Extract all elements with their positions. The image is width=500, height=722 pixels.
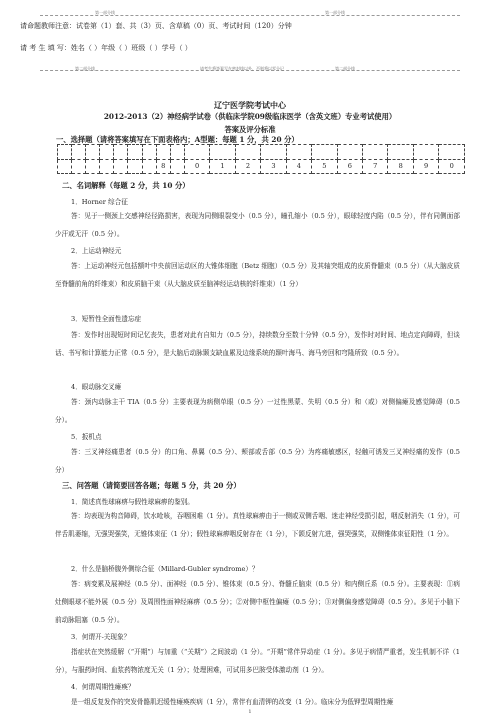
- section3-heading: 三、问答题（请简要回答各题；每题 5 分，共 20 分）: [62, 481, 241, 490]
- answer-cell: [413, 145, 438, 160]
- answer-cell: [261, 145, 286, 160]
- answer-cell: [114, 159, 128, 174]
- answer-cell: [86, 145, 100, 160]
- s3-answer-3: 指症状在突然缓解（“开期”）与加重（“关期”）之间波动（1 分）。“开期”常伴异动症（1 分）。多见于病情严重者，发生机制不详（1 分），与服药时间、血浆药物浓度无关（1 分）；处理困难，可试用多巴胺受体激动剂（1 分）。: [55, 648, 460, 674]
- answer-cell: [128, 159, 142, 174]
- answer-table-number-row: [58, 145, 465, 160]
- page-number: 1: [248, 709, 252, 715]
- s3-answer-4: 是一组反复发作的突发骨骼肌迟缓性瘫痪疾病（1 分），常伴有血清钾的改变（1 分）。临床分为低钾型周期性瘫: [71, 698, 394, 706]
- s3-question-2: 2．什么是脑桥腹外侧综合征（Millard-Gubler syndrome）？: [71, 565, 259, 573]
- section1-heading: 一、选择题（请将答案填写在下面表格内；A型题：每题 1 分，共 20 分）: [56, 135, 299, 144]
- answer-cell: [128, 145, 142, 160]
- answer-cell: [72, 145, 86, 160]
- answer-cell: 4: [286, 159, 311, 174]
- answer-cell: [142, 145, 156, 160]
- margin-label-right: 第一部分线: [325, 10, 345, 15]
- answer-cell: [100, 159, 114, 174]
- s2-question-3: 3．短暂性全面性遗忘症: [71, 315, 142, 323]
- doc-type-title: 答案及评分标准: [224, 125, 276, 134]
- answer-cell: [184, 145, 209, 160]
- s2-question-2: 2．上运动神经元: [71, 247, 122, 255]
- answer-cell: [337, 145, 362, 160]
- answer-cell: [235, 145, 260, 160]
- answer-cell: [439, 145, 465, 160]
- s2-question-5: 5．扳机点: [71, 433, 102, 441]
- answer-table: [57, 144, 465, 174]
- s3-answer-1: 答：均表现为构音障碍，饮水呛咳，吞咽困难（1 分）。真性球麻痹由于一侧或双侧舌咽、迷走神经受损引起，咽反射消失（1 分），可伴舌肌萎缩，无强哭强笑，无锥体束征（1 分）；假性球麻痹咽反射存在（1 分），下颌反射亢进，强哭强笑，双侧锥体束征阳性（1 分）。: [55, 512, 460, 538]
- answer-cell: 7: [363, 159, 388, 174]
- answer-cell: [100, 145, 114, 160]
- answer-cell: 0: [184, 159, 209, 174]
- s2-question-1: 1．Horner 综合征: [71, 198, 128, 206]
- s2-answer-4: 答：颈内动脉主干 TIA（0.5 分）主要表现为病侧单眼（0.5 分）一过性黑蒙、失明（0.5 分）和（或）对侧偏瘫及感觉障碍（0.5 分）。: [55, 398, 460, 424]
- answer-cell: [363, 145, 388, 160]
- answer-cell: 8: [156, 159, 170, 174]
- s2-answer-2: 答：上运动神经元包括额叶中央前回运动区的大锥体细胞（Betz 细胞）（0.5 分）及其轴突组成的皮质脊髓束（0.5 分）（从大脑皮质至脊髓前角的纤维束）和皮质脑干束（从大脑皮质至脑神经运动核的纤维束）（1 分）: [55, 262, 460, 288]
- answer-cell: 5: [312, 159, 337, 174]
- s3-answer-2: 答：病变累及展神经（0.5 分）、面神经（0.5 分）、锥体束（0.5 分）、脊髓丘脑束（0.5 分）和内侧丘系（0.5 分）。主要表现：①病灶侧眼球不能外展（0.5 分）及周围性面神经麻痹（0.5 分）；②对侧中枢性偏瘫（0.5 分）；③对侧偏身感觉障碍（0.5 分）。多见于小脑下前动脉阻塞（0.5 分）。: [55, 580, 460, 624]
- s3-question-1: 1．简述真性球麻痹与假性球麻痹的鉴别。: [71, 498, 194, 506]
- answer-cell: 1: [210, 159, 235, 174]
- answer-cell: [142, 159, 156, 174]
- answer-cell: [156, 145, 170, 160]
- answer-cell: [72, 159, 86, 174]
- answer-cell: [170, 159, 184, 174]
- seal-label-left: 第二部分线: [75, 66, 95, 71]
- answer-cell: [312, 145, 337, 160]
- seal-warning: 请考生将答案写在密封线以外，否则将以零分记: [200, 66, 284, 71]
- student-info-line: 请 考 生 填 写：姓名（ ）年级（ ）班级（ ）学号（ ）: [20, 44, 192, 52]
- answer-cell: [86, 159, 100, 174]
- s2-answer-1: 答：见于一侧颈上交感神经径路损害，表现为同侧眼裂变小（0.5 分），瞳孔缩小（0.5 分），眼球轻度内陷（0.5 分），伴有同侧面部少汗或无汗（0.5 分）。: [55, 212, 460, 238]
- answer-cell: [58, 159, 72, 174]
- s2-answer-3: 答：发作时出现短时间记忆丧失，患者对此有自知力（0.5 分），持续数分至数十分钟（0.5 分），发作时对时间、地点定向障碍，但谈话、书写和计算能力正常（0.5 分），是大脑后动脉颞支缺血累及边缘系统的颞叶海马、海马旁回和穹隆所致（0.5 分）。: [55, 331, 460, 357]
- s3-question-4: 4．何谓周期性瘫痪？: [71, 683, 135, 691]
- answer-cell: 3: [261, 159, 286, 174]
- answer-table-value-row: [58, 159, 465, 174]
- answer-cell: [210, 145, 235, 160]
- answer-cell: 2: [235, 159, 260, 174]
- s2-answer-5: 答：三叉神经痛患者（0.5 分）的口角、鼻翼（0.5 分）、颊部或舌部（0.5 分）为疼痛敏感区，轻触可诱发三叉神经痛的发作（0.5 分）: [55, 448, 460, 474]
- answer-cell: 0: [439, 159, 465, 174]
- seal-label-right: 第二部分线: [335, 66, 355, 71]
- answer-cell: [58, 145, 72, 160]
- course-title: 2012-2013（2）神经病学试卷（供临床学院09级临床医学（含英文班）专业考试使用）: [103, 112, 397, 121]
- answer-cell: [114, 145, 128, 160]
- answer-cell: [170, 145, 184, 160]
- answer-cell: [388, 145, 413, 160]
- s3-question-3: 3．何谓开-关现象？: [71, 633, 131, 641]
- margin-label-left: 第一部分线: [95, 10, 115, 15]
- answer-cell: 8: [388, 159, 413, 174]
- exam-note-line: 请命题教师注意：试卷第（1）套、共（3）页、含草稿（0）页、考试时间（120）分钟: [20, 22, 292, 30]
- s2-question-4: 4．眼动脉交叉瘫: [71, 383, 122, 391]
- answer-cell: 9: [413, 159, 438, 174]
- answer-cell: 6: [337, 159, 362, 174]
- institution-title: 辽宁医学院考试中心: [214, 100, 286, 110]
- answer-cell: [286, 145, 311, 160]
- section2-heading: 二、名词解释（每题 2 分，共 10 分）: [62, 181, 190, 190]
